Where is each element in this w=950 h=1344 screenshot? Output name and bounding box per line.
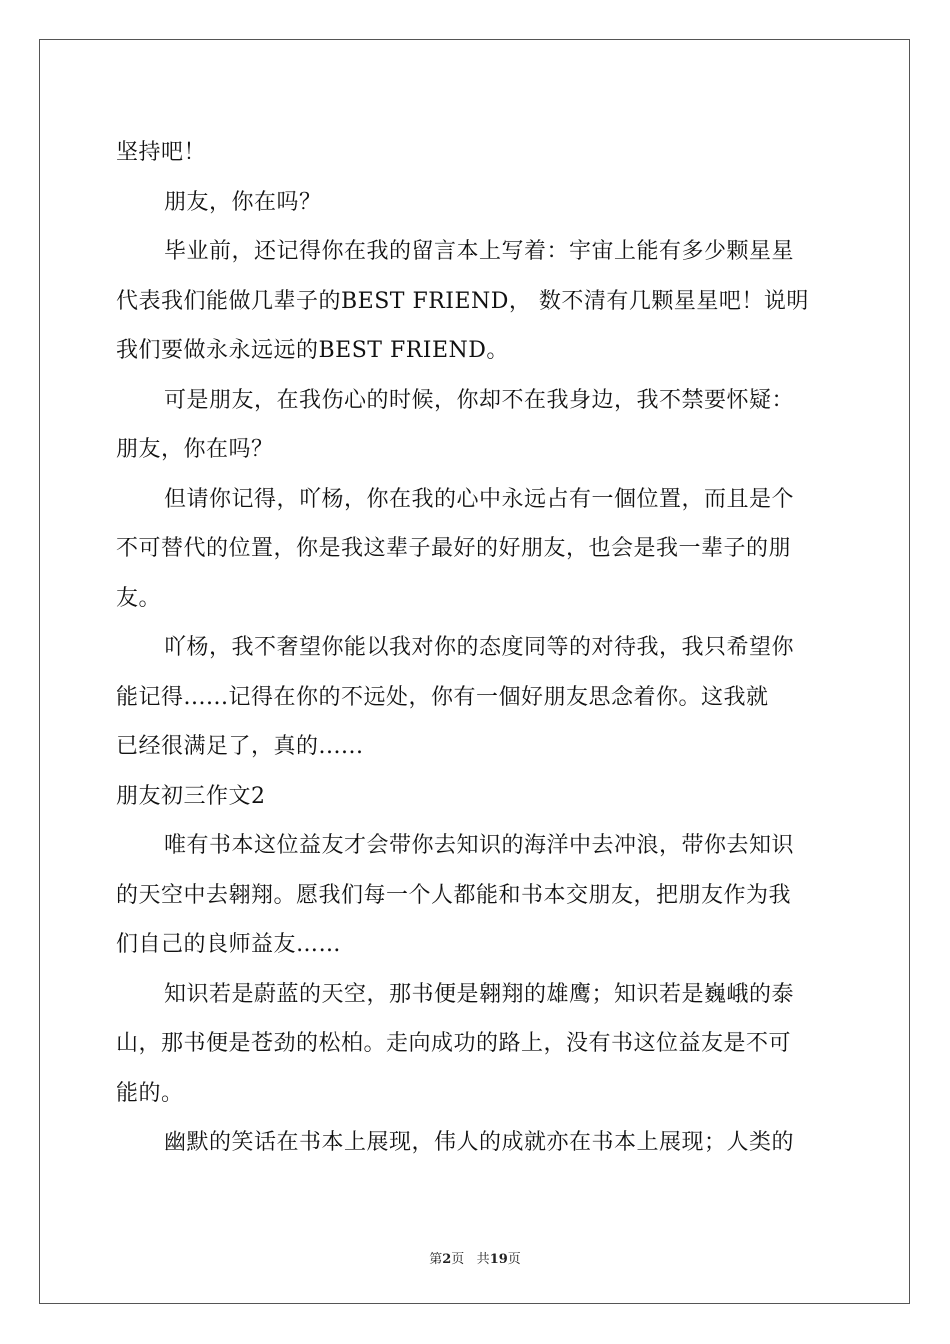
document-body <box>116 128 836 1168</box>
footer-page-suffix: 页 <box>451 1252 465 1267</box>
text-line-17: 们自己的良师益友…… <box>116 932 342 957</box>
footer-page-number: 2 <box>442 1252 452 1267</box>
text-line-21: 幽默的笑话在书本上展现，伟人的成就亦在书本上展现；人类的 <box>164 1130 795 1155</box>
section-heading: 朋友初三作文2 <box>116 783 266 809</box>
text-line-3: 毕业前，还记得你在我的留言本上写着：宇宙上能有多少颗星星 <box>164 239 795 264</box>
footer-total-number: 19 <box>489 1252 508 1267</box>
footer-total-suffix: 页 <box>507 1252 521 1267</box>
text-line-9: 不可替代的位置，你是我这辈子最好的好朋友，也会是我一辈子的朋 <box>116 536 792 561</box>
text-line-13: 已经很满足了，真的...... <box>116 734 364 759</box>
text-line-12: 能记得......记得在你的不远处，你有一個好朋友思念着你。这我就 <box>116 684 769 710</box>
text-line-1: 坚持吧！ <box>116 140 207 165</box>
text-line-10: 友。 <box>116 585 162 611</box>
text-line-4: 代表我们能做几辈子的BEST FRIEND， 数不清有几颗星星吧！说明 <box>116 288 809 314</box>
text-line-7: 朋友，你在吗？ <box>116 437 274 462</box>
footer-page-prefix: 第 <box>429 1252 443 1267</box>
text-line-19: 山，那书便是苍劲的松柏。走向成功的路上，没有书这位益友是不可 <box>116 1031 792 1056</box>
text-line-15: 唯有书本这位益友才会带你去知识的海洋中去冲浪，带你去知识 <box>164 833 795 858</box>
text-line-20: 能的。 <box>116 1080 184 1106</box>
text-line-11: 吖杨，我不奢望你能以我对你的态度同等的对待我，我只希望你 <box>164 635 795 660</box>
text-line-6: 可是朋友，在我伤心的时候，你却不在我身边，我不禁要怀疑： <box>164 387 795 413</box>
text-line-2: 朋友，你在吗？ <box>164 189 322 215</box>
text-line-16: 的天空中去翱翔。愿我们每一个人都能和书本交朋友，把朋友作为我 <box>116 882 792 908</box>
text-line-8: 但请你记得，吖杨，你在我的心中永远占有一個位置，而且是个 <box>164 486 795 512</box>
text-line-18: 知识若是蔚蓝的天空，那书便是翱翔的雄鹰；知识若是巍峨的泰 <box>164 981 795 1007</box>
text-line-5: 我们要做永永远远的BEST FRIEND。 <box>116 338 509 363</box>
footer-total-prefix: 共 <box>476 1252 490 1267</box>
page-footer <box>0 1248 950 1267</box>
